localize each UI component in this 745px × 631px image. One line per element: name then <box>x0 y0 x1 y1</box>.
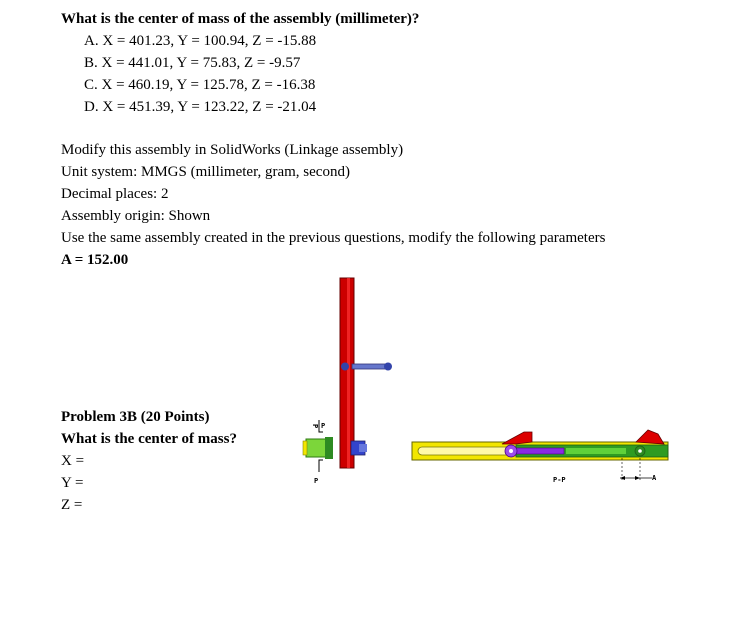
option-d: D. X = 451.39, Y = 123.22, Z = -21.04 <box>84 99 317 115</box>
label-dimension-a: A <box>652 474 657 482</box>
instruction-line-4: Assembly origin: Shown <box>61 208 211 224</box>
label-p-top: P <box>311 424 319 429</box>
problem-title: Problem 3B (20 Points) <box>61 409 210 425</box>
front-pin <box>352 364 388 369</box>
label-p-mid: P <box>321 422 326 430</box>
option-b: B. X = 441.01, Y = 75.83, Z = -9.57 <box>84 55 301 71</box>
parameter-a: A = 152.00 <box>61 252 129 268</box>
question-title: What is the center of mass of the assembly (millimeter)? <box>61 11 420 27</box>
answer-z-label: Z = <box>61 497 83 513</box>
instruction-line-1: Modify this assembly in SolidWorks (Linkage assembly) <box>61 142 404 158</box>
instruction-line-2: Unit system: MMGS (millimeter, gram, second) <box>61 164 350 180</box>
option-c: C. X = 460.19, Y = 125.78, Z = -16.38 <box>84 77 316 93</box>
answer-y-label: Y = <box>61 475 84 491</box>
assembly-front-view <box>295 272 405 492</box>
label-p-bottom: P <box>314 477 319 485</box>
section-red-tab-left <box>502 432 532 444</box>
answer-x-label: X = <box>61 453 85 469</box>
instruction-line-5: Use the same assembly created in the previous questions, modify the following parameters <box>61 230 606 246</box>
option-a: A. X = 401.23, Y = 100.94, Z = -15.88 <box>84 33 317 49</box>
problem-question: What is the center of mass? <box>61 431 237 447</box>
instruction-line-3: Decimal places: 2 <box>61 186 169 202</box>
section-red-tab-right <box>636 430 664 444</box>
section-pp-view <box>408 420 678 500</box>
label-section-pp: P-P <box>553 476 566 484</box>
